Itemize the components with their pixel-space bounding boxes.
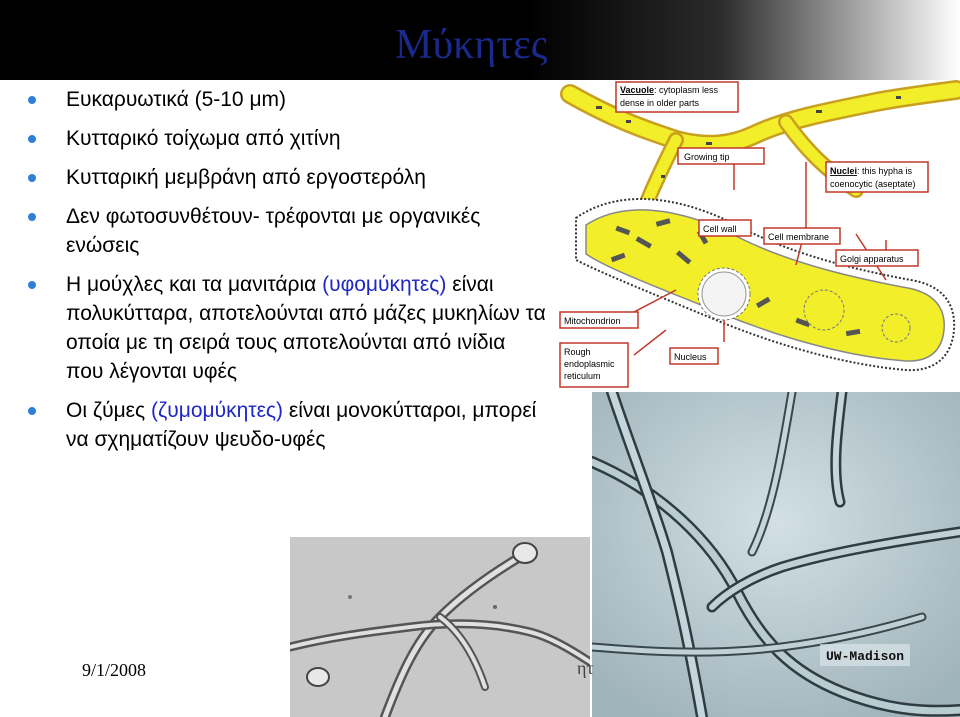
rough-er-label: reticulum [564, 371, 601, 381]
mitochondrion-label: Mitochondrion [564, 316, 621, 326]
growing-tip-label: Growing tip [684, 152, 730, 162]
hypha-diagram [556, 80, 960, 392]
cell-membrane-label: Cell membrane [768, 232, 830, 242]
bullet-text: Κυτταρική μεμβράνη από εργοστερόλη [66, 166, 426, 189]
slide-title: Μύκητες [395, 22, 548, 68]
bullet-list [28, 85, 548, 464]
bullet-text: Δεν φωτοσυνθέτουν- τρέφονται με οργανικές ενώσεις [66, 205, 481, 257]
bullet-text: Η μούχλες και τα μανιτάρια [66, 273, 323, 296]
bullet-item [28, 85, 548, 114]
bullet-text: είναι πολυκύτταρα, αποτελούνται από μάζες μυκηλίων τα οποία με τη σειρά τους αποτελούνται από ινίδια που λέγονται υφές [66, 273, 546, 383]
bullet-text: Κυτταρικό τοίχωμα από χιτίνη [66, 127, 341, 150]
svg-text:Nuclei: this hypha is [830, 166, 913, 176]
svg-text:Vacuole: cytoplasm less [620, 85, 719, 95]
bullet-dot-icon [28, 135, 36, 143]
rough-er-label: endoplasmic [564, 359, 615, 369]
nuclei-desc: coenocytic (aseptate) [830, 179, 916, 189]
nuclei-desc: : this hypha is [857, 166, 913, 176]
bullet-dot-icon [28, 174, 36, 182]
bullet-item [28, 270, 548, 386]
bullet-item [28, 202, 548, 260]
nuclei-label: Nuclei [830, 166, 858, 176]
vacuole-desc: dense in older parts [620, 98, 700, 108]
cell-wall-label: Cell wall [703, 224, 737, 234]
footer-date: 9/1/2008 [82, 660, 147, 680]
highlight-term: (ζυμομύκητες) [151, 399, 284, 422]
micrograph-watermark: UW-Madison [826, 649, 905, 664]
golgi-label: Golgi apparatus [840, 254, 904, 264]
vacuole-desc: : cytoplasm less [654, 85, 719, 95]
rough-er-label: Rough [564, 347, 591, 357]
bullet-text: είναι μονοκύτταροι, μπορεί να σχηματίζουν ψευδο-υφές [66, 399, 537, 451]
vacuole-label: Vacuole [620, 85, 655, 95]
bullet-dot-icon [28, 96, 36, 104]
bullet-item [28, 124, 548, 153]
bullet-item [28, 396, 548, 454]
nucleus-label: Nucleus [674, 352, 707, 362]
bullet-text: Οι ζύμες [66, 399, 151, 422]
yeast-micrograph [290, 537, 590, 717]
bullet-dot-icon [28, 407, 36, 415]
hyphae-micrograph [592, 392, 960, 717]
bullet-dot-icon [28, 213, 36, 221]
bullet-text: Ευκαρυωτικά (5-10 μm) [66, 88, 287, 111]
footer-text: ητ [577, 658, 594, 678]
bullet-dot-icon [28, 281, 36, 289]
highlight-term: (υφομύκητες) [322, 273, 447, 296]
bullet-item [28, 163, 548, 192]
